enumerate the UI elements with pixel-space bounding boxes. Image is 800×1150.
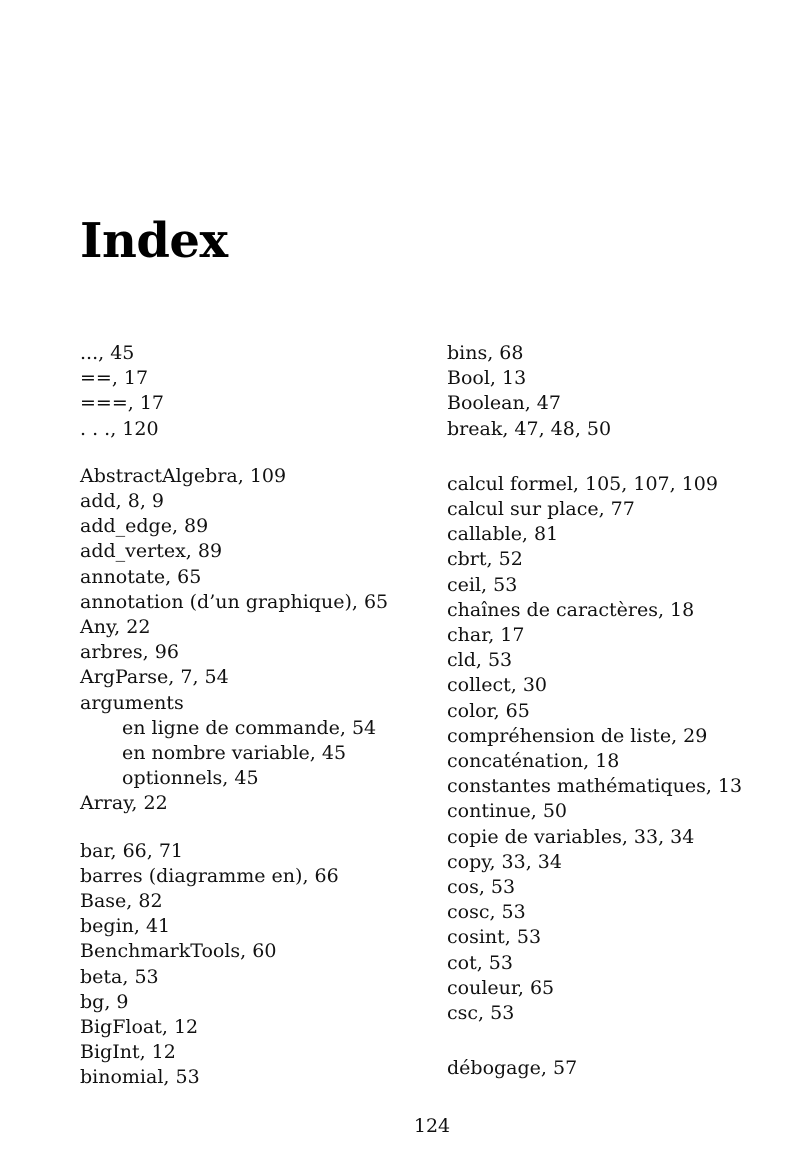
index-entry: bar, 66, 71 — [80, 839, 183, 862]
index-entry: ==, 17 — [80, 367, 149, 390]
index-entry: char, 17 — [447, 624, 525, 647]
index-entry: cos, 53 — [447, 876, 516, 899]
index-entry: chaînes de caractères, 18 — [447, 598, 695, 621]
index-entry: AbstractAlgebra, 109 — [80, 464, 287, 487]
index-column-right — [447, 341, 777, 1081]
index-entry: débogage, 57 — [447, 1057, 578, 1080]
index-entry: annotate, 65 — [80, 565, 202, 588]
letter-group-gap — [80, 817, 420, 839]
index-entry: ceil, 53 — [447, 573, 518, 596]
index-entry: add_edge, 89 — [80, 515, 209, 538]
index-entry: ===, 17 — [80, 392, 165, 415]
index-entry: bg, 9 — [80, 990, 129, 1013]
index-entry: Array, 22 — [80, 792, 168, 815]
index-entry: Boolean, 47 — [447, 392, 561, 415]
index-entry: add_vertex, 89 — [80, 540, 223, 563]
index-entry: constantes mathématiques, 13 — [447, 775, 743, 798]
index-entry: arguments — [80, 691, 184, 714]
index-entry: BigInt, 12 — [80, 1041, 176, 1064]
index-entry: arbres, 96 — [80, 641, 179, 664]
index-entry: . . ., 120 — [80, 417, 159, 440]
index-subentry: en ligne de commande, 54 — [122, 716, 377, 739]
index-entry: Base, 82 — [80, 890, 163, 913]
letter-group-gap — [447, 442, 777, 472]
index-entry: compréhension de liste, 29 — [447, 724, 708, 747]
index-entry: Bool, 13 — [447, 367, 527, 390]
index-entry: continue, 50 — [447, 800, 568, 823]
index-entry: annotation (d’un graphique), 65 — [80, 590, 389, 613]
index-entry: break, 47, 48, 50 — [447, 417, 612, 440]
index-entry: binomial, 53 — [80, 1066, 200, 1089]
index-entry: calcul formel, 105, 107, 109 — [447, 472, 718, 495]
index-entry: BenchmarkTools, 60 — [80, 940, 277, 963]
index-entry: BigFloat, 12 — [80, 1016, 199, 1039]
index-entry: couleur, 65 — [447, 976, 555, 999]
letter-group-gap — [80, 442, 420, 464]
index-entry: ArgParse, 7, 54 — [80, 666, 229, 689]
index-entry: color, 65 — [447, 699, 530, 722]
index-entry: calcul sur place, 77 — [447, 498, 635, 521]
letter-group-gap — [447, 1026, 777, 1056]
index-entry: csc, 53 — [447, 1002, 515, 1025]
page-title: Index — [80, 213, 228, 269]
index-entry: cosint, 53 — [447, 926, 542, 949]
index-entry: copie de variables, 33, 34 — [447, 825, 695, 848]
index-subentry: en nombre variable, 45 — [122, 742, 347, 765]
index-entry: callable, 81 — [447, 523, 559, 546]
index-entry: collect, 30 — [447, 674, 548, 697]
index-entry: cot, 53 — [447, 951, 513, 974]
index-entry: cosc, 53 — [447, 901, 526, 924]
index-entry: add, 8, 9 — [80, 490, 164, 513]
index-column-left — [80, 341, 420, 1091]
index-subentry: optionnels, 45 — [122, 767, 259, 790]
index-entry: begin, 41 — [80, 915, 171, 938]
index-entry: bins, 68 — [447, 342, 524, 364]
index-entry: copy, 33, 34 — [447, 850, 562, 873]
index-entry: beta, 53 — [80, 965, 159, 988]
index-entry: cld, 53 — [447, 649, 513, 672]
index-entry: cbrt, 52 — [447, 548, 523, 571]
index-entry: barres (diagramme en), 66 — [80, 864, 339, 887]
index-entry: concaténation, 18 — [447, 750, 620, 773]
index-entry: ..., 45 — [80, 342, 135, 364]
index-entry: Any, 22 — [80, 616, 151, 639]
page-number: 124 — [413, 1115, 451, 1137]
